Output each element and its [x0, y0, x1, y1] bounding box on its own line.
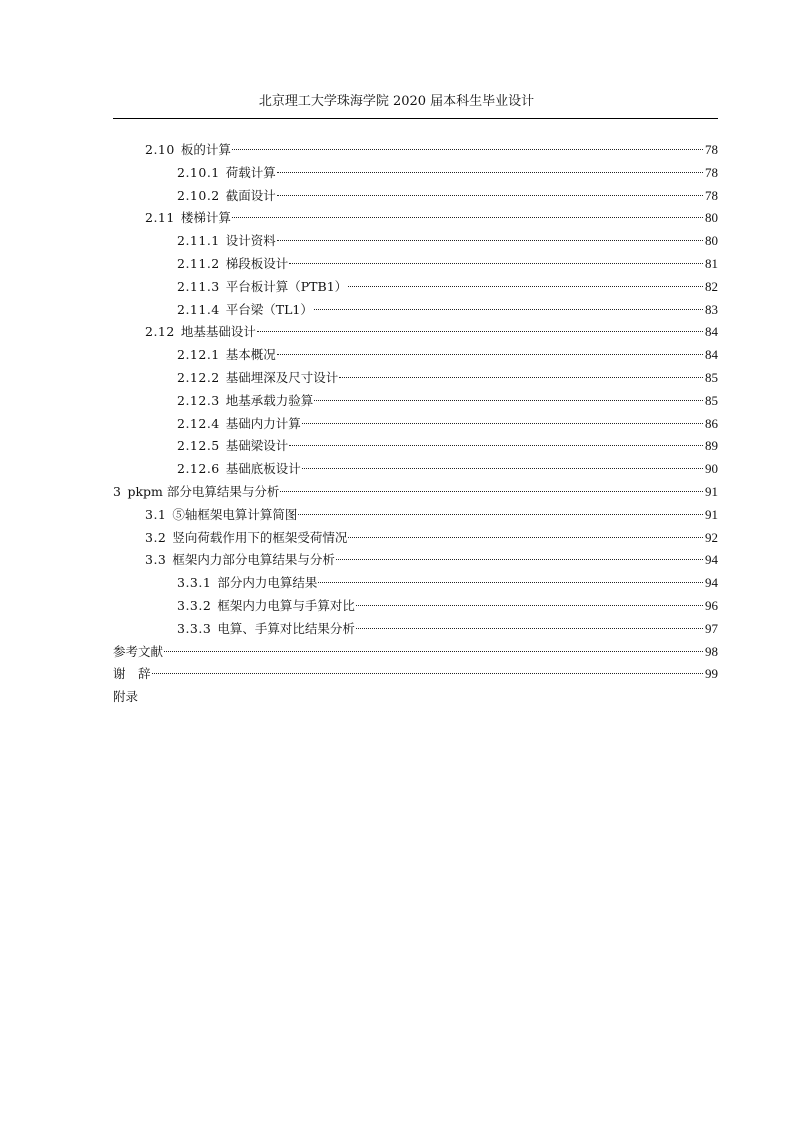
toc-dot-leader — [277, 240, 703, 241]
toc-entry[interactable] — [177, 300, 718, 320]
toc-entry-number: 3.1 — [145, 506, 167, 522]
toc-entry-page-number: 78 — [705, 164, 718, 180]
toc-entry-title: 基础埋深及尺寸设计 — [225, 370, 339, 385]
toc-entry-number: 2.11.3 — [177, 278, 220, 294]
toc-dot-leader — [336, 559, 703, 560]
toc-dot-leader — [232, 149, 703, 150]
toc-entry-number: 2.11.1 — [177, 233, 220, 249]
toc-entry-number: 2.12.5 — [177, 438, 220, 454]
toc-entry-number: 2.12.3 — [177, 392, 220, 408]
toc-dot-leader — [356, 605, 703, 606]
toc-entry[interactable] — [145, 208, 718, 228]
toc-entry[interactable] — [177, 414, 718, 434]
toc-entry-title: 平台梁（TL1） — [225, 301, 313, 317]
toc-dot-leader — [298, 514, 703, 515]
toc-entry-title: 电算、手算对比结果分析 — [217, 620, 355, 636]
toc-dot-leader — [314, 400, 703, 401]
toc-entry-number: 3.2 — [145, 529, 167, 545]
toc-entry-page-number: 89 — [705, 438, 718, 454]
toc-dot-leader — [257, 331, 703, 332]
toc-entry[interactable] — [177, 163, 718, 183]
toc-entry-title: 框架内力电算与手算对比 — [217, 598, 355, 613]
toc-entry-title: 部分内力电算结果 — [217, 575, 318, 591]
toc-entry-page-number: 85 — [705, 392, 718, 408]
toc-entry[interactable] — [177, 596, 718, 616]
toc-entry[interactable] — [177, 368, 718, 388]
toc-entry[interactable] — [113, 664, 718, 684]
toc-entry-number: 2.10.2 — [177, 187, 220, 203]
toc-entry-title: 地基基础设计 — [180, 324, 256, 340]
toc-entry-title: 谢 辞 — [113, 666, 151, 682]
toc-dot-leader — [280, 491, 703, 492]
toc-entry-number: 2.12.2 — [177, 370, 220, 385]
toc-dot-leader — [339, 377, 703, 378]
header-divider — [113, 118, 718, 119]
toc-entry-title: 框架内力部分电算结果与分析 — [172, 552, 335, 568]
toc-entry-appendix[interactable] — [113, 687, 138, 707]
toc-entry[interactable] — [113, 642, 718, 662]
toc-entry-page-number: 86 — [705, 415, 718, 431]
toc-entry-number: 2.12.6 — [177, 461, 220, 477]
toc-entry-number: 3.3.1 — [177, 575, 212, 591]
toc-dot-leader — [348, 537, 703, 538]
toc-entry-page-number: 98 — [705, 643, 718, 659]
toc-entry[interactable] — [177, 345, 718, 365]
toc-entry-title: 设计资料 — [225, 233, 276, 249]
toc-entry-title: 地基承载力验算 — [225, 392, 314, 408]
toc-entry-number: 2.11.4 — [177, 301, 220, 317]
toc-dot-leader — [356, 628, 703, 629]
toc-dot-leader — [289, 263, 703, 264]
toc-entry-number: 2.10 — [145, 142, 175, 157]
toc-dot-leader — [152, 673, 703, 674]
toc-entry-number: 2.11 — [145, 210, 175, 226]
toc-entry-title: 基础梁设计 — [225, 438, 289, 454]
toc-entry-number: 3.3 — [145, 552, 167, 568]
toc-dot-leader — [302, 423, 703, 424]
toc-dot-leader — [277, 195, 703, 196]
toc-entry[interactable] — [177, 231, 718, 251]
toc-dot-leader — [277, 354, 703, 355]
toc-dot-leader — [348, 286, 703, 287]
toc-entry-page-number: 81 — [705, 256, 718, 271]
toc-entry-title: 基础底板设计 — [225, 461, 301, 477]
toc-entry-page-number: 90 — [705, 461, 718, 477]
toc-entry-page-number: 78 — [705, 187, 718, 203]
toc-entry-page-number: 84 — [705, 324, 718, 340]
toc-entry-page-number: 92 — [705, 529, 718, 545]
toc-entry-page-number: 94 — [705, 552, 718, 568]
page-header: 北京理工大学珠海学院 2020 届本科生毕业设计 — [258, 94, 535, 109]
toc-entry-title: 板的计算 — [180, 142, 231, 157]
toc-entry-page-number: 80 — [705, 233, 718, 249]
toc-entry-title: 梯段板设计 — [225, 256, 289, 271]
toc-entry[interactable] — [177, 436, 718, 456]
toc-entry-page-number: 80 — [705, 210, 718, 226]
toc-entry[interactable] — [145, 505, 718, 525]
toc-entry-title: 参考文献 — [113, 643, 164, 659]
toc-dot-leader — [289, 445, 703, 446]
toc-entry-number: 3.3.3 — [177, 620, 212, 636]
toc-entry-title: 基本概况 — [225, 347, 276, 363]
toc-entry-page-number: 78 — [705, 142, 718, 157]
toc-entry-page-number: 97 — [705, 620, 718, 636]
toc-entry-number: 3.3.2 — [177, 598, 212, 613]
toc-entry-title: 竖向荷载作用下的框架受荷情况 — [172, 529, 348, 545]
toc-entry-title: 平台板计算（PTB1） — [225, 278, 348, 294]
toc-entry-page-number: 99 — [705, 666, 718, 682]
toc-entry-page-number: 85 — [705, 370, 718, 385]
toc-entry[interactable] — [177, 277, 718, 297]
toc-dot-leader — [164, 651, 703, 652]
toc-entry[interactable] — [145, 550, 718, 570]
toc-entry-number: 2.12 — [145, 324, 175, 340]
toc-entry[interactable] — [177, 186, 718, 206]
toc-entry[interactable] — [177, 254, 718, 274]
toc-entry-title: 基础内力计算 — [225, 415, 301, 431]
toc-entry[interactable] — [145, 322, 718, 342]
toc-entry-number: 2.11.2 — [177, 256, 220, 271]
toc-entry[interactable] — [145, 528, 718, 548]
toc-entry-page-number: 84 — [705, 347, 718, 363]
toc-entry[interactable] — [113, 482, 718, 502]
toc-entry-number: 2.12.1 — [177, 347, 220, 363]
toc-entry[interactable] — [177, 459, 718, 479]
toc-entry-page-number: 96 — [705, 598, 718, 613]
toc-entry-page-number: 91 — [705, 506, 718, 522]
toc-entry-title: 楼梯计算 — [180, 210, 231, 226]
toc-entry[interactable] — [177, 619, 718, 639]
toc-dot-leader — [232, 217, 703, 218]
toc-dot-leader — [302, 468, 703, 469]
toc-entry-number: 2.10.1 — [177, 164, 220, 180]
toc-entry-title: 截面设计 — [225, 187, 276, 203]
toc-entry[interactable] — [177, 391, 718, 411]
toc-entry-title: pkpm 部分电算结果与分析 — [127, 484, 280, 499]
toc-entry[interactable] — [145, 140, 718, 160]
toc-entry-title: 荷载计算 — [225, 164, 276, 180]
toc-entry-page-number: 83 — [705, 301, 718, 317]
toc-entry-page-number: 91 — [705, 484, 718, 499]
toc-entry-number: 3 — [113, 484, 122, 499]
toc-entry-title: 附录 — [113, 689, 139, 705]
toc-dot-leader — [314, 309, 703, 310]
toc-dot-leader — [277, 172, 703, 173]
toc-entry-number: 2.12.4 — [177, 415, 220, 431]
toc-dot-leader — [318, 582, 703, 583]
toc-entry-title: ⑤轴框架电算计算简图 — [172, 506, 298, 522]
toc-entry-page-number: 82 — [705, 278, 718, 294]
toc-entry-page-number: 94 — [705, 575, 718, 591]
toc-entry[interactable] — [177, 573, 718, 593]
